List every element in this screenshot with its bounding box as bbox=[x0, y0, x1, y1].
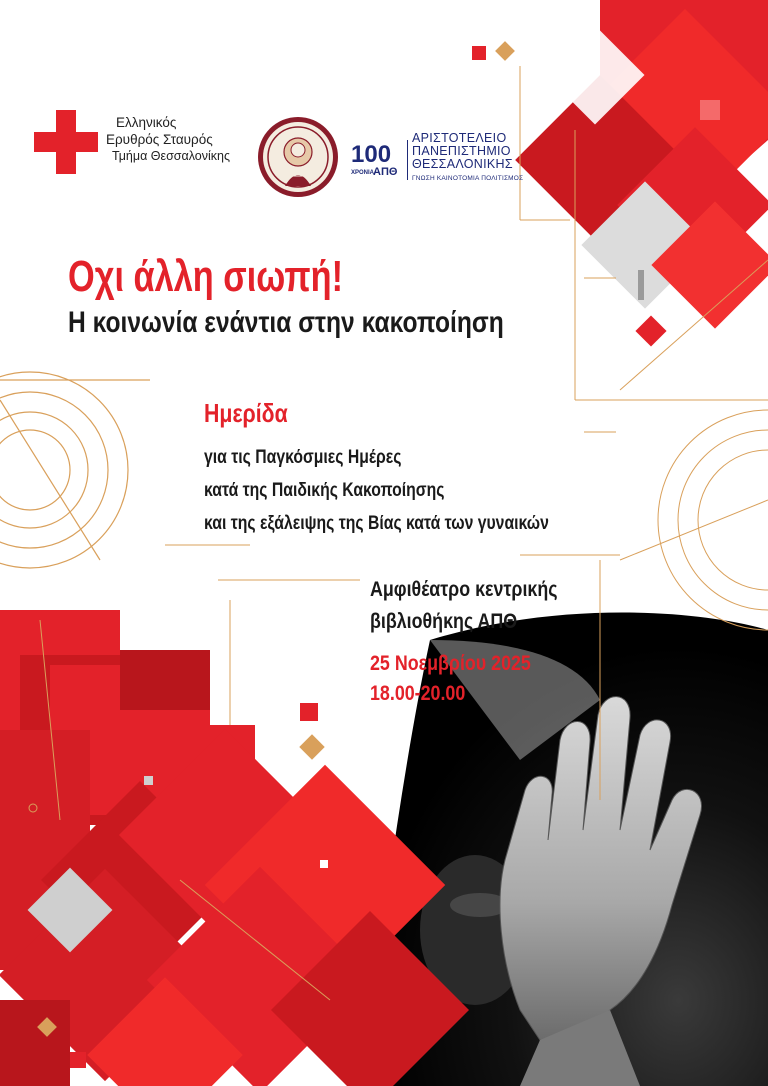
red-cross-icon bbox=[34, 110, 98, 174]
poster-subtitle: Η κοινωνία ενάντια στην κακοποίηση bbox=[68, 306, 504, 339]
event-line: και της εξάλειψης της Βίας κατά των γυναικών bbox=[204, 513, 549, 534]
event-line: κατά της Παιδικής Κακοποίησης bbox=[204, 480, 445, 501]
poster-title: Οχι άλλη σιωπή! bbox=[68, 252, 344, 301]
event-time: 18.00-20.00 bbox=[370, 682, 466, 705]
gold-circles-left bbox=[0, 372, 150, 568]
university-tagline: ΓΝΩΣΗ ΚΑΙΝΟΤΟΜΙΑ ΠΟΛΙΤΙΣΜΟΣ bbox=[412, 175, 524, 182]
university-seal-icon bbox=[257, 116, 339, 198]
university-line1: ΑΡΙΣΤΟΤΕΛΕΙΟ bbox=[412, 131, 507, 145]
university-name bbox=[412, 132, 523, 185]
event-line: για τις Παγκόσμιες Ημέρες bbox=[204, 447, 402, 468]
university-line2: ΠΑΝΕΠΙΣΤΗΜΙΟ bbox=[412, 144, 511, 158]
venue bbox=[370, 574, 558, 638]
university-number: 100 bbox=[351, 141, 392, 168]
red-cross-line3: Τμήμα Θεσσαλονίκης bbox=[112, 149, 230, 163]
event-type: Ημερίδα bbox=[204, 398, 288, 428]
event-description bbox=[204, 441, 549, 540]
venue-line1: Αμφιθέατρο κεντρικής bbox=[370, 578, 558, 601]
event-date: 25 Νοεμβρίου 2025 bbox=[370, 652, 531, 675]
university-100-years-icon bbox=[349, 138, 409, 178]
university-line3: ΘΕΣΣΑΛΟΝΙΚΗΣ bbox=[412, 157, 513, 171]
university-short-name: ΑΠΘ bbox=[373, 166, 398, 178]
red-cross-line1: Ελληνικός bbox=[116, 115, 177, 130]
university-divider bbox=[407, 140, 408, 180]
university-years-label: ΧΡΟΝΙΑ bbox=[351, 170, 375, 176]
red-cross-line2: Ερυθρός Σταυρός bbox=[106, 132, 213, 147]
logo-bar bbox=[0, 0, 768, 220]
red-cross-name bbox=[106, 114, 230, 165]
venue-line2: βιβλιοθήκης ΑΠΘ bbox=[370, 610, 518, 633]
